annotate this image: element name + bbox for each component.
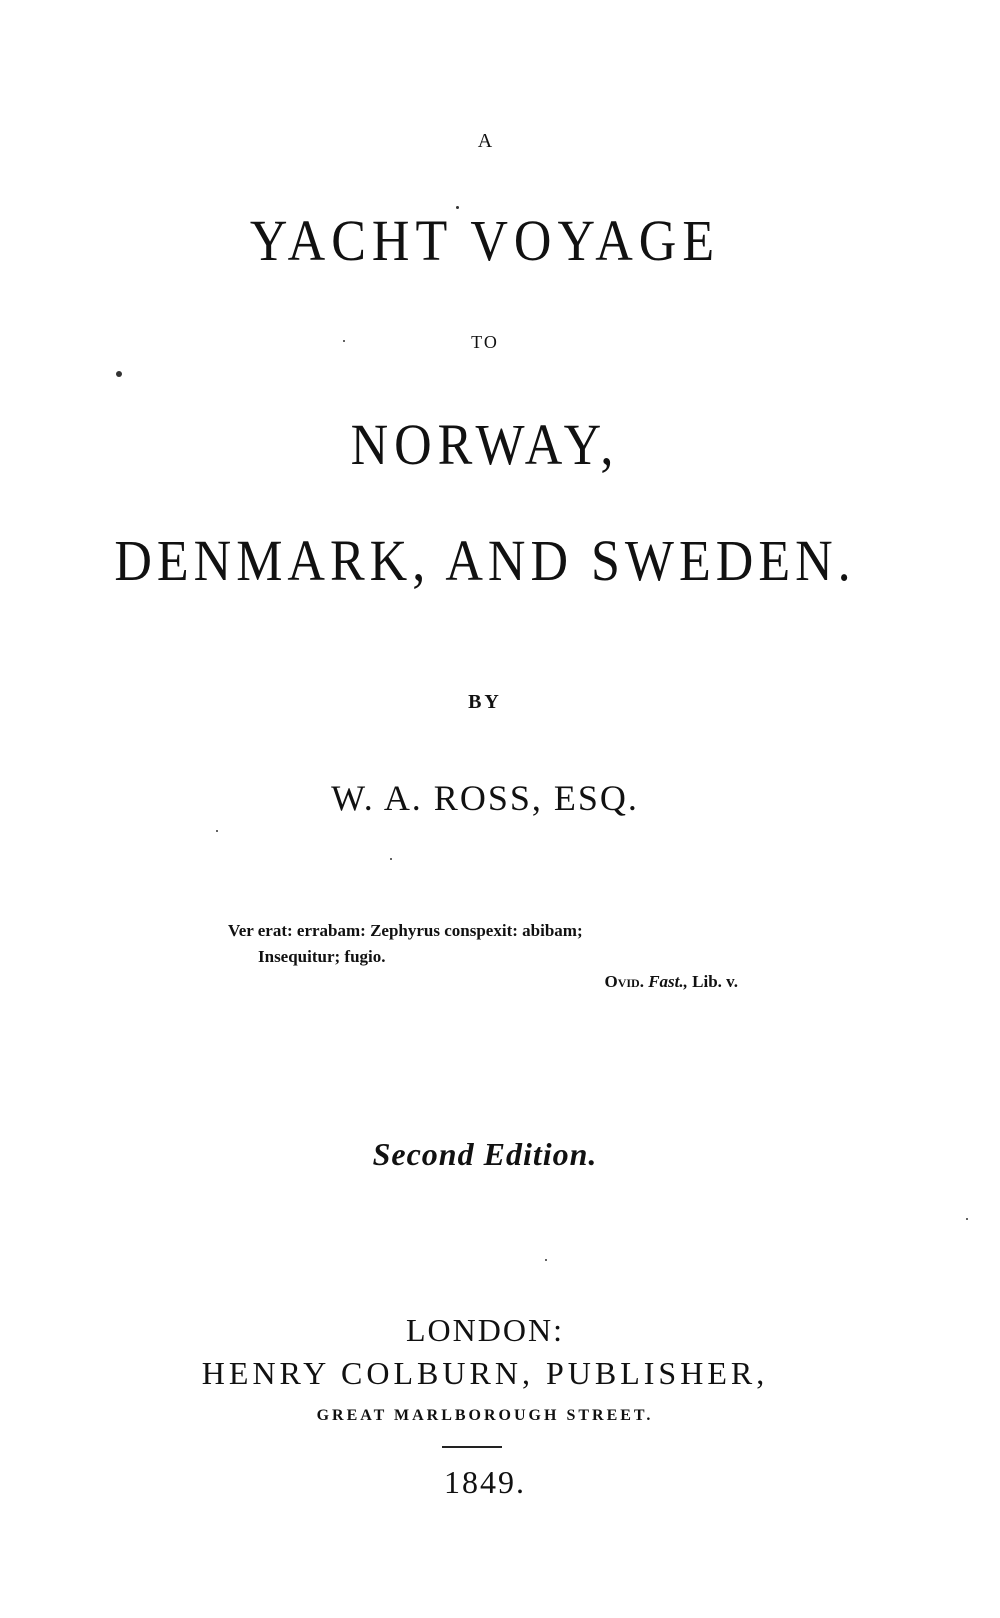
citation-book: Lib. v. [692,972,738,991]
print-speck [456,206,459,209]
edition-statement: Second Edition. [372,1136,598,1172]
epigraph-line-1: Ver erat: errabam: Zephyrus conspexit: abibam; [228,921,583,940]
print-speck [966,1218,968,1220]
title-line-norway: NORWAY, [350,413,620,478]
epigraph-line-2: Insequitur; fugio. [258,947,386,966]
author-name: W. A. ROSS, ESQ. [331,778,639,818]
epigraph-citation [604,972,738,992]
print-speck [216,830,218,832]
citation-work: Fast., [648,972,688,991]
print-speck [545,1259,547,1261]
imprint-city: LONDON: [406,1312,564,1348]
citation-author: Ovid. [604,972,644,991]
print-speck [116,371,122,377]
imprint-street: GREAT MARLBOROUGH STREET. [316,1407,654,1424]
title-article: A [477,130,493,152]
title-line-yacht-voyage: YACHT VOYAGE [249,209,721,274]
title-line-denmark-sweden: DENMARK, AND SWEDEN. [114,529,856,594]
imprint-year: 1849. [444,1464,526,1500]
imprint-divider [442,1446,502,1448]
print-speck [343,340,345,342]
title-connector: TO [471,332,499,352]
print-speck [390,858,392,860]
byline-label: BY [468,691,502,713]
imprint-publisher: HENRY COLBURN, PUBLISHER, [201,1355,769,1391]
epigraph [228,918,768,970]
